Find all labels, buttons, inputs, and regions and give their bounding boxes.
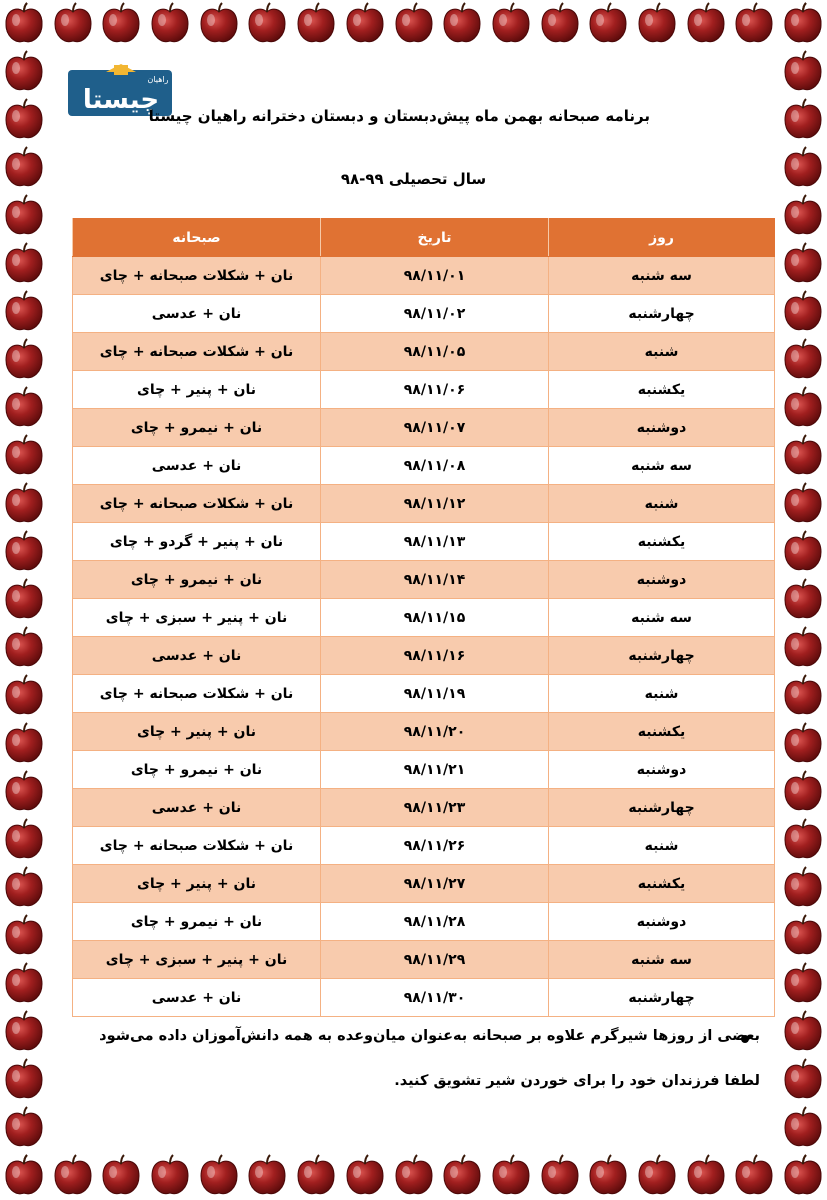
table-row xyxy=(73,257,775,295)
apple-icon xyxy=(0,624,48,672)
table-row xyxy=(73,295,775,333)
apple-icon xyxy=(779,720,827,768)
table-row xyxy=(73,371,775,409)
table-row xyxy=(73,447,775,485)
breakfast-cell: نان + نیمرو + چای xyxy=(73,751,321,789)
apple-icon xyxy=(0,960,48,1008)
apple-border-bottom xyxy=(0,1152,827,1200)
table-row xyxy=(73,409,775,447)
apple-icon xyxy=(779,912,827,960)
apple-icon xyxy=(779,336,827,384)
breakfast-cell: نان + عدسی xyxy=(73,979,321,1017)
day-cell: یکشنبه xyxy=(549,865,775,903)
apple-icon xyxy=(779,528,827,576)
date-cell: ۹۸/۱۱/۱۴ xyxy=(321,561,549,599)
date-cell: ۹۸/۱۱/۱۶ xyxy=(321,637,549,675)
table-row xyxy=(73,827,775,865)
day-cell: سه شنبه xyxy=(549,941,775,979)
apple-icon xyxy=(0,816,48,864)
apple-icon xyxy=(0,0,48,48)
apple-icon xyxy=(0,288,48,336)
apple-icon xyxy=(779,576,827,624)
table-row xyxy=(73,751,775,789)
column-header-date: تاریخ xyxy=(321,219,549,257)
date-cell: ۹۸/۱۱/۲۶ xyxy=(321,827,549,865)
apple-icon xyxy=(779,480,827,528)
date-cell: ۹۸/۱۱/۲۳ xyxy=(321,789,549,827)
apple-icon xyxy=(0,336,48,384)
day-cell: سه شنبه xyxy=(549,447,775,485)
date-cell: ۹۸/۱۱/۰۲ xyxy=(321,295,549,333)
day-cell: دوشنبه xyxy=(549,751,775,789)
apple-icon xyxy=(97,1152,145,1200)
apple-icon xyxy=(0,432,48,480)
apple-icon xyxy=(0,240,48,288)
table-row xyxy=(73,523,775,561)
day-cell: دوشنبه xyxy=(549,409,775,447)
breakfast-cell: نان + پنیر + سبزی + چای xyxy=(73,941,321,979)
apple-icon xyxy=(97,0,145,48)
apple-icon xyxy=(779,768,827,816)
apple-icon xyxy=(0,912,48,960)
apple-icon xyxy=(682,1152,730,1200)
date-cell: ۹۸/۱۱/۰۵ xyxy=(321,333,549,371)
day-cell: یکشنبه xyxy=(549,523,775,561)
day-cell: دوشنبه xyxy=(549,903,775,941)
apple-icon xyxy=(633,0,681,48)
apple-border-top xyxy=(0,0,827,48)
day-cell: سه شنبه xyxy=(549,599,775,637)
apple-icon xyxy=(49,1152,97,1200)
apple-icon xyxy=(779,1104,827,1152)
apple-icon xyxy=(779,624,827,672)
apple-icon xyxy=(292,1152,340,1200)
logo-sub-text: راهیان xyxy=(147,75,169,84)
apple-icon xyxy=(487,1152,535,1200)
breakfast-cell: نان + شکلات صبحانه + چای xyxy=(73,485,321,523)
breakfast-cell: نان + پنیر + چای xyxy=(73,713,321,751)
table-row xyxy=(73,713,775,751)
day-cell: دوشنبه xyxy=(549,561,775,599)
apple-icon xyxy=(779,240,827,288)
day-cell: چهارشنبه xyxy=(549,979,775,1017)
breakfast-cell: نان + شکلات صبحانه + چای xyxy=(73,675,321,713)
apple-icon xyxy=(779,1152,827,1200)
breakfast-cell: نان + شکلات صبحانه + چای xyxy=(73,333,321,371)
apple-icon xyxy=(0,528,48,576)
apple-icon xyxy=(779,960,827,1008)
table-row xyxy=(73,637,775,675)
breakfast-cell: نان + پنیر + چای xyxy=(73,865,321,903)
column-header-day: روز xyxy=(549,219,775,257)
day-cell: شنبه xyxy=(549,485,775,523)
breakfast-cell: نان + شکلات صبحانه + چای xyxy=(73,827,321,865)
apple-icon xyxy=(633,1152,681,1200)
apple-icon xyxy=(682,0,730,48)
date-cell: ۹۸/۱۱/۳۰ xyxy=(321,979,549,1017)
table-row xyxy=(73,333,775,371)
page-title: برنامه صبحانه بهمن ماه پیش‌دبستان و دبستان دخترانه راهیان چیستا xyxy=(148,107,650,125)
breakfast-cell: نان + پنیر + چای xyxy=(73,371,321,409)
apple-icon xyxy=(730,1152,778,1200)
apple-icon xyxy=(0,1104,48,1152)
apple-icon xyxy=(779,672,827,720)
apple-icon xyxy=(341,0,389,48)
apple-icon xyxy=(0,192,48,240)
day-cell: شنبه xyxy=(549,675,775,713)
apple-icon xyxy=(584,0,632,48)
apple-icon xyxy=(292,0,340,48)
day-cell: یکشنبه xyxy=(549,713,775,751)
table-row xyxy=(73,941,775,979)
apple-icon xyxy=(0,864,48,912)
apple-icon xyxy=(0,384,48,432)
apple-icon xyxy=(0,48,48,96)
date-cell: ۹۸/۱۱/۰۱ xyxy=(321,257,549,295)
breakfast-cell: نان + عدسی xyxy=(73,637,321,675)
apple-icon xyxy=(779,48,827,96)
table-row xyxy=(73,865,775,903)
apple-icon xyxy=(0,96,48,144)
breakfast-cell: نان + شکلات صبحانه + چای xyxy=(73,257,321,295)
date-cell: ۹۸/۱۱/۲۹ xyxy=(321,941,549,979)
apple-icon xyxy=(195,1152,243,1200)
apple-icon xyxy=(779,432,827,480)
breakfast-cell: نان + نیمرو + چای xyxy=(73,903,321,941)
breakfast-cell: نان + پنیر + سبزی + چای xyxy=(73,599,321,637)
table-row xyxy=(73,561,775,599)
apple-icon xyxy=(536,1152,584,1200)
date-cell: ۹۸/۱۱/۰۶ xyxy=(321,371,549,409)
table-row xyxy=(73,675,775,713)
apple-icon xyxy=(779,96,827,144)
apple-icon xyxy=(779,192,827,240)
date-cell: ۹۸/۱۱/۲۰ xyxy=(321,713,549,751)
date-cell: ۹۸/۱۱/۲۷ xyxy=(321,865,549,903)
apple-icon xyxy=(146,0,194,48)
apple-icon xyxy=(0,672,48,720)
apple-icon xyxy=(195,0,243,48)
breakfast-cell: نان + نیمرو + چای xyxy=(73,561,321,599)
apple-icon xyxy=(390,1152,438,1200)
day-cell: چهارشنبه xyxy=(549,789,775,827)
date-cell: ۹۸/۱۱/۱۹ xyxy=(321,675,549,713)
apple-icon xyxy=(779,1008,827,1056)
apple-icon xyxy=(438,0,486,48)
apple-icon xyxy=(243,1152,291,1200)
date-cell: ۹۸/۱۱/۱۲ xyxy=(321,485,549,523)
date-cell: ۹۸/۱۱/۲۸ xyxy=(321,903,549,941)
apple-icon xyxy=(438,1152,486,1200)
table-row xyxy=(73,979,775,1017)
day-cell: سه شنبه xyxy=(549,257,775,295)
apple-icon xyxy=(0,1152,48,1200)
date-cell: ۹۸/۱۱/۱۵ xyxy=(321,599,549,637)
apple-icon xyxy=(584,1152,632,1200)
date-cell: ۹۸/۱۱/۲۱ xyxy=(321,751,549,789)
apple-icon xyxy=(0,576,48,624)
apple-icon xyxy=(779,1056,827,1104)
apple-icon xyxy=(536,0,584,48)
apple-icon xyxy=(779,288,827,336)
column-header-breakfast: صبحانه xyxy=(73,219,321,257)
apple-icon xyxy=(487,0,535,48)
breakfast-schedule-table xyxy=(72,218,775,1017)
logo-brand-text: چیستا xyxy=(82,85,160,115)
apple-icon xyxy=(0,768,48,816)
apple-icon xyxy=(779,0,827,48)
apple-icon xyxy=(0,480,48,528)
breakfast-cell: نان + نیمرو + چای xyxy=(73,409,321,447)
breakfast-cell: نان + عدسی xyxy=(73,789,321,827)
table-row xyxy=(73,903,775,941)
apple-icon xyxy=(779,816,827,864)
apple-icon xyxy=(0,1008,48,1056)
apple-icon xyxy=(730,0,778,48)
milk-note: بعضی از روزها شیرگرم علاوه بر صبحانه به‌عنوان میان‌وعده به همه دانش‌آموزان داده می‌شود xyxy=(99,1028,760,1044)
apple-icon xyxy=(243,0,291,48)
table-row xyxy=(73,599,775,637)
table-row xyxy=(73,485,775,523)
date-cell: ۹۸/۱۱/۱۳ xyxy=(321,523,549,561)
day-cell: یکشنبه xyxy=(549,371,775,409)
day-cell: چهارشنبه xyxy=(549,637,775,675)
academic-year: سال تحصیلی ۹۹-۹۸ xyxy=(340,170,487,188)
apple-icon xyxy=(0,720,48,768)
table-row xyxy=(73,789,775,827)
day-cell: چهارشنبه xyxy=(549,295,775,333)
apple-icon xyxy=(779,864,827,912)
day-cell: شنبه xyxy=(549,333,775,371)
breakfast-cell: نان + عدسی xyxy=(73,295,321,333)
breakfast-cell: نان + پنیر + گردو + چای xyxy=(73,523,321,561)
breakfast-cell: نان + عدسی xyxy=(73,447,321,485)
apple-icon xyxy=(779,384,827,432)
date-cell: ۹۸/۱۱/۰۷ xyxy=(321,409,549,447)
apple-icon xyxy=(341,1152,389,1200)
encourage-note: لطفا فرزندان خود را برای خوردن شیر تشویق کنید. xyxy=(394,1073,760,1089)
table-header-row xyxy=(73,219,775,257)
apple-icon xyxy=(146,1152,194,1200)
date-cell: ۹۸/۱۱/۰۸ xyxy=(321,447,549,485)
apple-icon xyxy=(49,0,97,48)
apple-icon xyxy=(390,0,438,48)
apple-icon xyxy=(0,1056,48,1104)
day-cell: شنبه xyxy=(549,827,775,865)
